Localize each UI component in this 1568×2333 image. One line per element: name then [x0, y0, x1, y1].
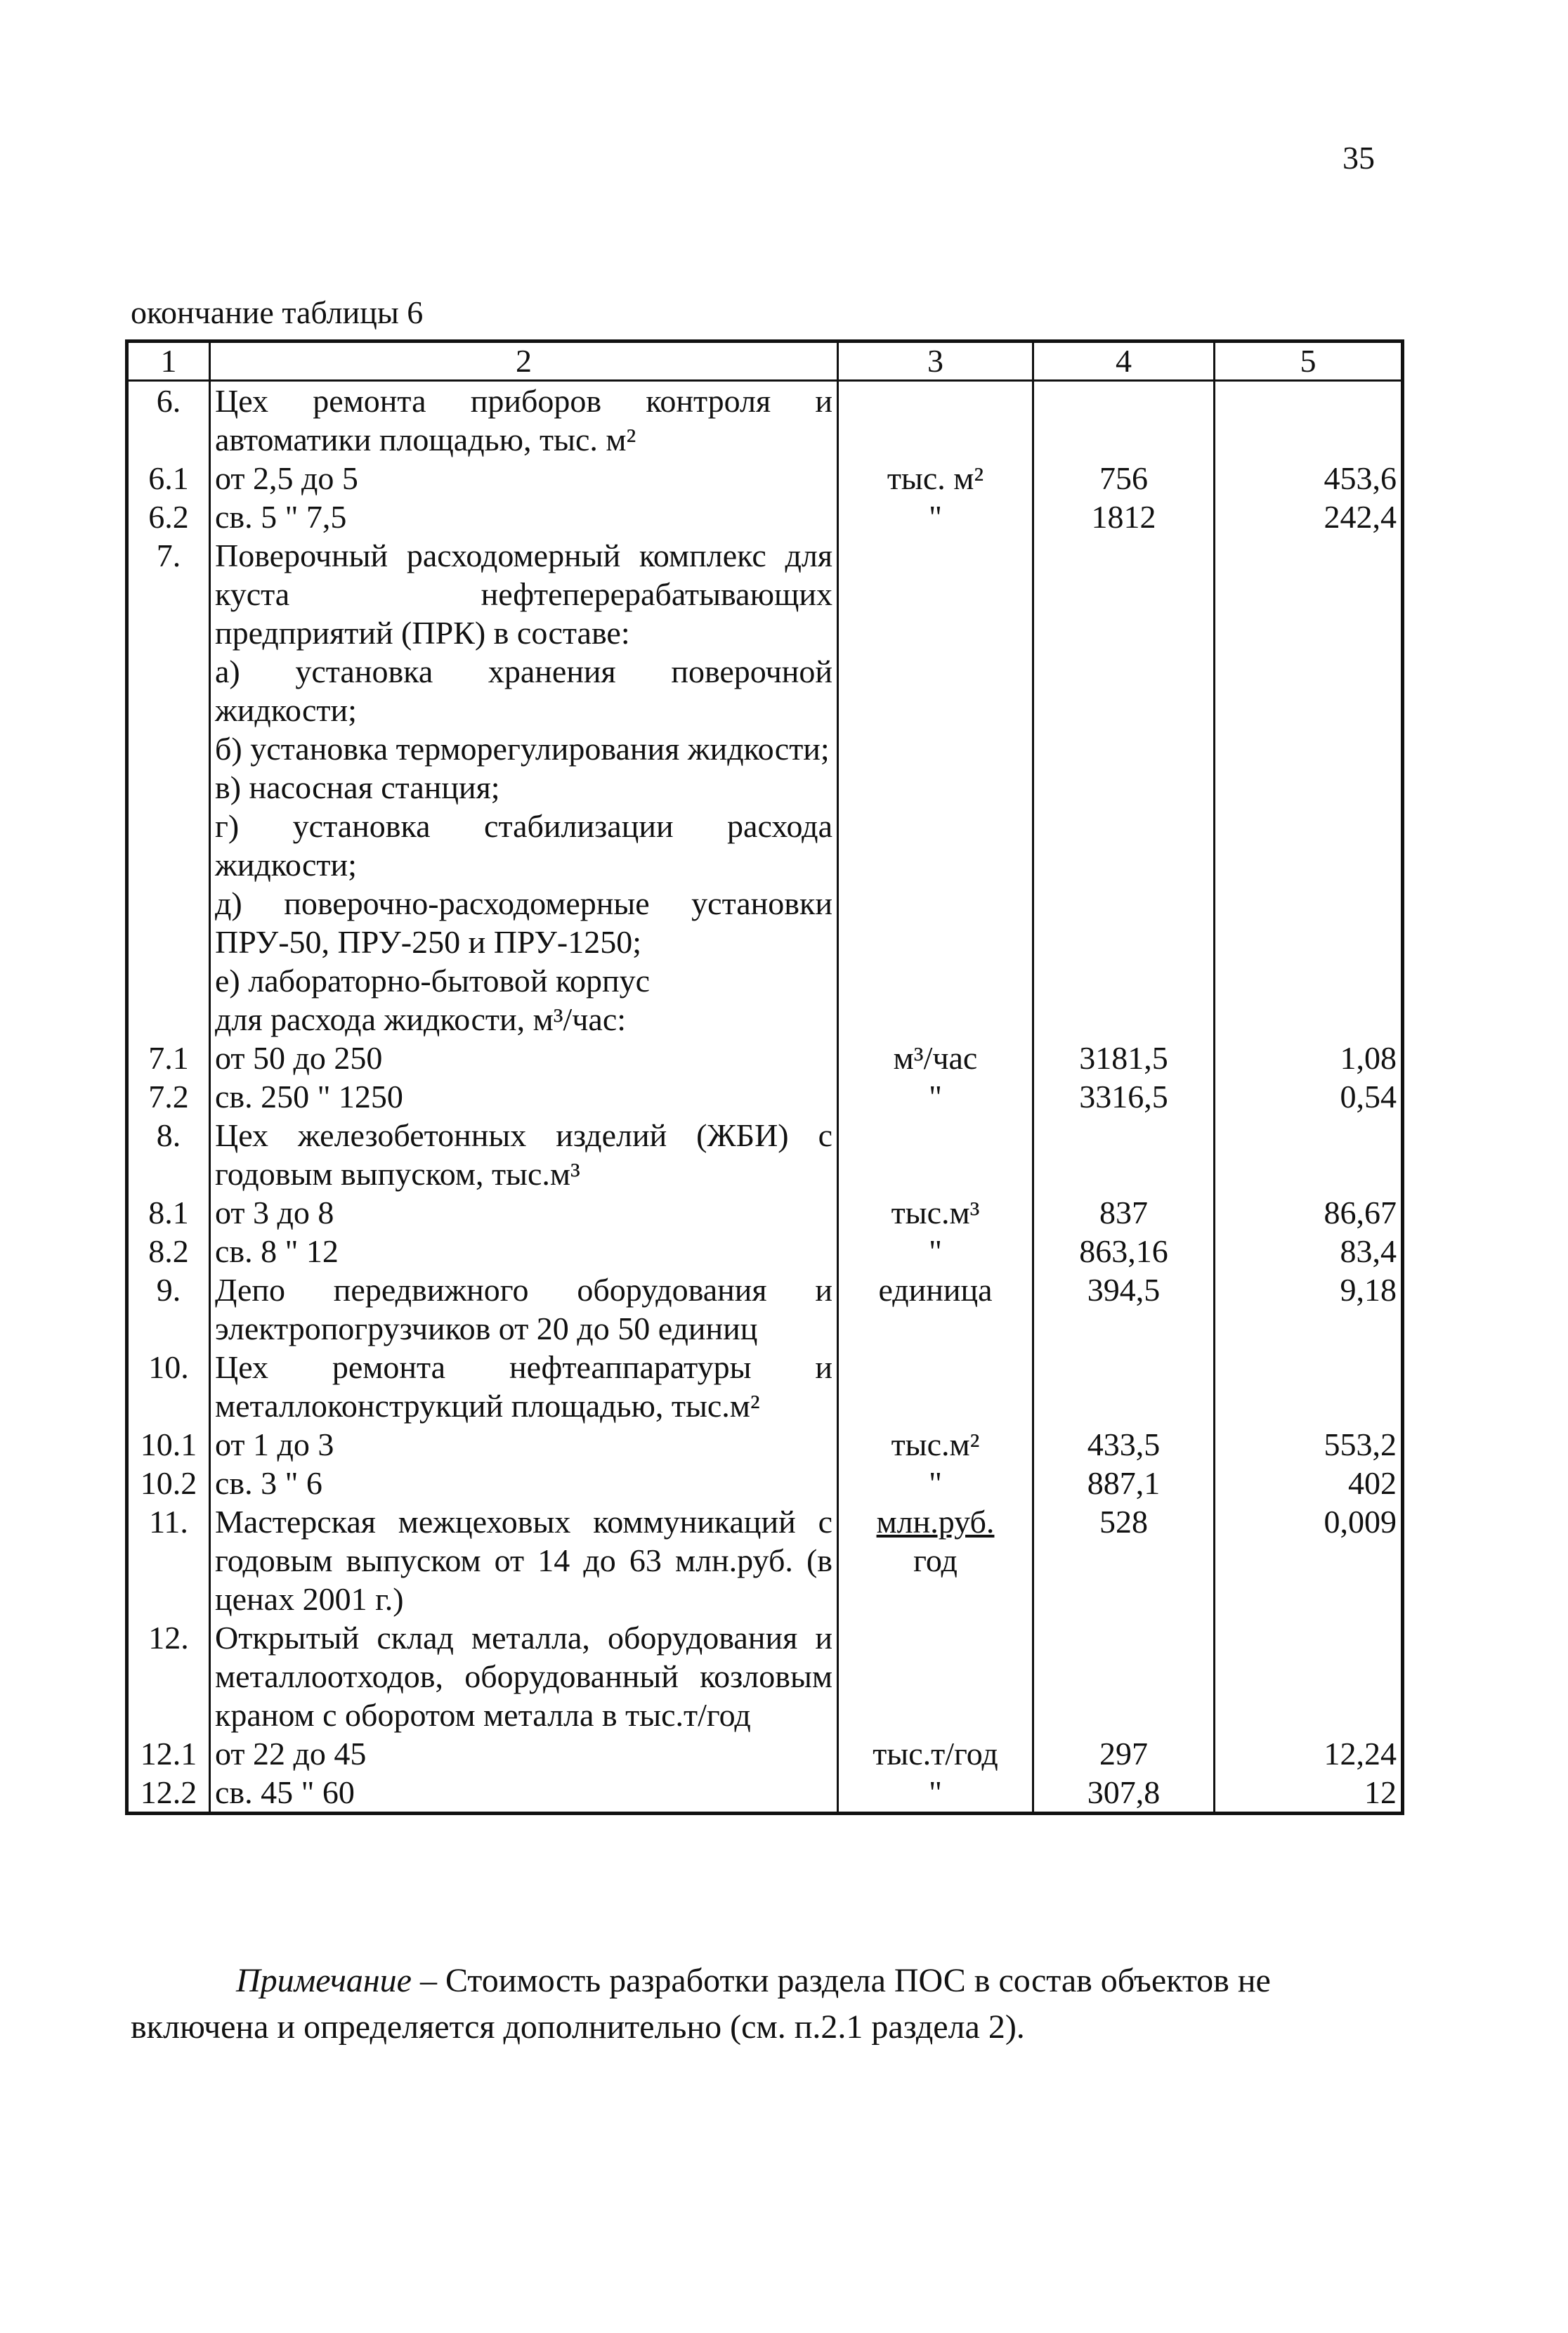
row-description-cell: св. 45 " 60 — [210, 1773, 838, 1814]
row-value4-cell: 394,5 — [1033, 1271, 1215, 1348]
row-description-cell: д) поверочно-расходомерные установки ПРУ-50, ПРУ-250 и ПРУ-1250; — [210, 884, 838, 961]
row-number-cell: 9. — [127, 1271, 210, 1348]
table-row — [127, 1464, 1403, 1502]
row-value4-cell — [1033, 961, 1215, 1000]
row-value5-cell: 9,18 — [1215, 1271, 1403, 1348]
row-value5-cell: 453,6 — [1215, 459, 1403, 498]
row-value5-cell — [1215, 807, 1403, 884]
row-description-cell: е) лабораторно-бытовой корпус — [210, 961, 838, 1000]
row-value5-cell — [1215, 536, 1403, 652]
row-value5-cell — [1215, 1618, 1403, 1734]
row-unit-cell — [838, 807, 1033, 884]
row-description-cell: св. 8 " 12 — [210, 1232, 838, 1271]
row-value4-cell — [1033, 1116, 1215, 1193]
table-row — [127, 1271, 1403, 1348]
row-number-cell — [127, 961, 210, 1000]
table-row — [127, 1000, 1403, 1039]
row-value4-cell — [1033, 884, 1215, 961]
row-value5-cell: 0,54 — [1215, 1077, 1403, 1116]
row-unit-cell: " — [838, 1077, 1033, 1116]
row-value5-cell: 12 — [1215, 1773, 1403, 1814]
row-value5-cell: 0,009 — [1215, 1502, 1403, 1618]
row-unit-cell: " — [838, 1464, 1033, 1502]
row-description-cell: Депо передвижного оборудования и электропогрузчиков от 20 до 50 единиц — [210, 1271, 838, 1348]
table-header-row — [127, 342, 1403, 381]
row-number-cell: 10. — [127, 1348, 210, 1425]
row-description-cell: от 22 до 45 — [210, 1734, 838, 1773]
row-value5-cell — [1215, 1000, 1403, 1039]
row-value5-cell — [1215, 884, 1403, 961]
row-value4-cell — [1033, 381, 1215, 460]
row-number-cell: 7.2 — [127, 1077, 210, 1116]
row-unit-cell — [838, 652, 1033, 729]
table-caption: окончание таблицы 6 — [131, 294, 424, 330]
row-number-cell: 12.1 — [127, 1734, 210, 1773]
row-number-cell: 10.1 — [127, 1425, 210, 1464]
row-number-cell: 8. — [127, 1116, 210, 1193]
row-number-cell — [127, 768, 210, 807]
row-description-cell: в) насосная станция; — [210, 768, 838, 807]
row-description-cell: св. 5 " 7,5 — [210, 498, 838, 536]
row-number-cell: 12. — [127, 1618, 210, 1734]
row-value4-cell: 528 — [1033, 1502, 1215, 1618]
row-value4-cell: 297 — [1033, 1734, 1215, 1773]
row-value4-cell: 3316,5 — [1033, 1077, 1215, 1116]
row-value5-cell — [1215, 381, 1403, 460]
row-unit-cell — [838, 961, 1033, 1000]
row-unit-cell: " — [838, 498, 1033, 536]
row-value5-cell: 12,24 — [1215, 1734, 1403, 1773]
row-unit-cell: " — [838, 1773, 1033, 1814]
column-header: 5 — [1215, 342, 1403, 381]
table-row — [127, 1502, 1403, 1618]
row-number-cell: 6.2 — [127, 498, 210, 536]
row-value4-cell — [1033, 1348, 1215, 1425]
table-row — [127, 1734, 1403, 1773]
table-row — [127, 1193, 1403, 1232]
row-description-cell: для расхода жидкости, м³/час: — [210, 1000, 838, 1039]
row-number-cell: 11. — [127, 1502, 210, 1618]
row-unit-cell — [838, 536, 1033, 652]
row-value4-cell: 887,1 — [1033, 1464, 1215, 1502]
row-value4-cell — [1033, 807, 1215, 884]
row-description-cell: Цех ремонта нефтеаппаратуры и металлоконструкций площадью, тыс.м² — [210, 1348, 838, 1425]
table-row — [127, 1116, 1403, 1193]
row-description-cell: св. 250 " 1250 — [210, 1077, 838, 1116]
table-row — [127, 807, 1403, 884]
row-description-cell: г) установка стабилизации расхода жидкости; — [210, 807, 838, 884]
row-description-cell: от 50 до 250 — [210, 1039, 838, 1077]
column-header: 4 — [1033, 342, 1215, 381]
column-header: 3 — [838, 342, 1033, 381]
column-header: 2 — [210, 342, 838, 381]
row-description-cell: от 3 до 8 — [210, 1193, 838, 1232]
row-value4-cell — [1033, 768, 1215, 807]
row-value4-cell: 756 — [1033, 459, 1215, 498]
row-value5-cell: 242,4 — [1215, 498, 1403, 536]
row-number-cell: 12.2 — [127, 1773, 210, 1814]
row-description-cell: от 2,5 до 5 — [210, 459, 838, 498]
row-value5-cell: 83,4 — [1215, 1232, 1403, 1271]
row-value5-cell — [1215, 961, 1403, 1000]
row-value4-cell: 1812 — [1033, 498, 1215, 536]
row-unit-cell — [838, 381, 1033, 460]
row-description-cell: а) установка хранения поверочной жидкости; — [210, 652, 838, 729]
row-value5-cell — [1215, 652, 1403, 729]
table-row — [127, 1425, 1403, 1464]
row-value5-cell — [1215, 768, 1403, 807]
row-value4-cell — [1033, 1000, 1215, 1039]
table-row — [127, 1773, 1403, 1814]
row-value5-cell: 1,08 — [1215, 1039, 1403, 1077]
row-value5-cell: 402 — [1215, 1464, 1403, 1502]
row-number-cell: 8.2 — [127, 1232, 210, 1271]
table-row — [127, 1077, 1403, 1116]
row-value5-cell — [1215, 1348, 1403, 1425]
unit-numerator: млн.руб. — [876, 1504, 995, 1540]
note-label: Примечание — [236, 1962, 412, 1999]
row-unit-cell — [838, 1618, 1033, 1734]
row-number-cell: 6. — [127, 381, 210, 460]
row-number-cell — [127, 729, 210, 768]
row-unit-cell — [838, 1116, 1033, 1193]
row-description-cell: св. 3 " 6 — [210, 1464, 838, 1502]
row-description-cell: от 1 до 3 — [210, 1425, 838, 1464]
row-unit-cell — [838, 768, 1033, 807]
row-unit-cell — [838, 1000, 1033, 1039]
column-header: 1 — [127, 342, 210, 381]
page-number: 35 — [1342, 140, 1375, 176]
table-row — [127, 498, 1403, 536]
row-number-cell: 7.1 — [127, 1039, 210, 1077]
row-value4-cell — [1033, 1618, 1215, 1734]
row-value5-cell — [1215, 1116, 1403, 1193]
row-unit-cell — [838, 884, 1033, 961]
row-unit-cell: тыс.м² — [838, 1425, 1033, 1464]
table-row — [127, 536, 1403, 652]
row-description-cell: Цех железобетонных изделий (ЖБИ) с годовым выпуском, тыс.м³ — [210, 1116, 838, 1193]
row-unit-cell: тыс.м³ — [838, 1193, 1033, 1232]
table-row — [127, 1039, 1403, 1077]
row-unit-cell — [838, 1502, 1033, 1618]
table-row — [127, 884, 1403, 961]
row-value4-cell: 863,16 — [1033, 1232, 1215, 1271]
row-description-cell: б) установка терморегулирования жидкости; — [210, 729, 838, 768]
row-value4-cell — [1033, 652, 1215, 729]
row-number-cell: 10.2 — [127, 1464, 210, 1502]
row-unit-cell: тыс. м² — [838, 459, 1033, 498]
row-number-cell — [127, 652, 210, 729]
row-value4-cell: 3181,5 — [1033, 1039, 1215, 1077]
row-value5-cell: 553,2 — [1215, 1425, 1403, 1464]
row-unit-cell: тыс.т/год — [838, 1734, 1033, 1773]
row-value4-cell: 433,5 — [1033, 1425, 1215, 1464]
note-text: – Стоимость разработки раздела ПОС в состав объектов не включена и определяется дополнительно (см. п.2.1 раздела 2). — [131, 1962, 1271, 2046]
table-row — [127, 961, 1403, 1000]
row-number-cell — [127, 884, 210, 961]
table-row — [127, 459, 1403, 498]
row-description-cell: Мастерская межцеховых коммуникаций с годовым выпуском от 14 до 63 млн.руб. (в ценах 2001 г.) — [210, 1502, 838, 1618]
row-unit-cell — [838, 1348, 1033, 1425]
note — [131, 1958, 1388, 2051]
table-row — [127, 1348, 1403, 1425]
row-value5-cell — [1215, 729, 1403, 768]
table-row — [127, 381, 1403, 460]
row-value4-cell — [1033, 536, 1215, 652]
table-row — [127, 729, 1403, 768]
table-row — [127, 768, 1403, 807]
row-description-cell: Цех ремонта приборов контроля и автоматики площадью, тыс. м² — [210, 381, 838, 460]
table-body — [127, 381, 1403, 1814]
row-unit-cell — [838, 729, 1033, 768]
table-row — [127, 1618, 1403, 1734]
row-value4-cell: 307,8 — [1033, 1773, 1215, 1814]
table-row — [127, 1232, 1403, 1271]
row-number-cell — [127, 1000, 210, 1039]
row-description-cell: Поверочный расходомерный комплекс для куста нефтеперерабатывающих предприятий (ПРК) в составе: — [210, 536, 838, 652]
row-number-cell: 6.1 — [127, 459, 210, 498]
table-row — [127, 652, 1403, 729]
row-number-cell: 8.1 — [127, 1193, 210, 1232]
data-table — [125, 339, 1404, 1815]
unit-denominator: год — [913, 1542, 958, 1578]
row-unit-cell: м³/час — [838, 1039, 1033, 1077]
row-value4-cell — [1033, 729, 1215, 768]
row-number-cell — [127, 807, 210, 884]
row-value5-cell: 86,67 — [1215, 1193, 1403, 1232]
row-unit-cell: " — [838, 1232, 1033, 1271]
row-number-cell: 7. — [127, 536, 210, 652]
row-description-cell: Открытый склад металла, оборудования и металлоотходов, оборудованный козловым краном с оборотом металла в тыс.т/год — [210, 1618, 838, 1734]
row-value4-cell: 837 — [1033, 1193, 1215, 1232]
row-unit-cell: единица — [838, 1271, 1033, 1348]
